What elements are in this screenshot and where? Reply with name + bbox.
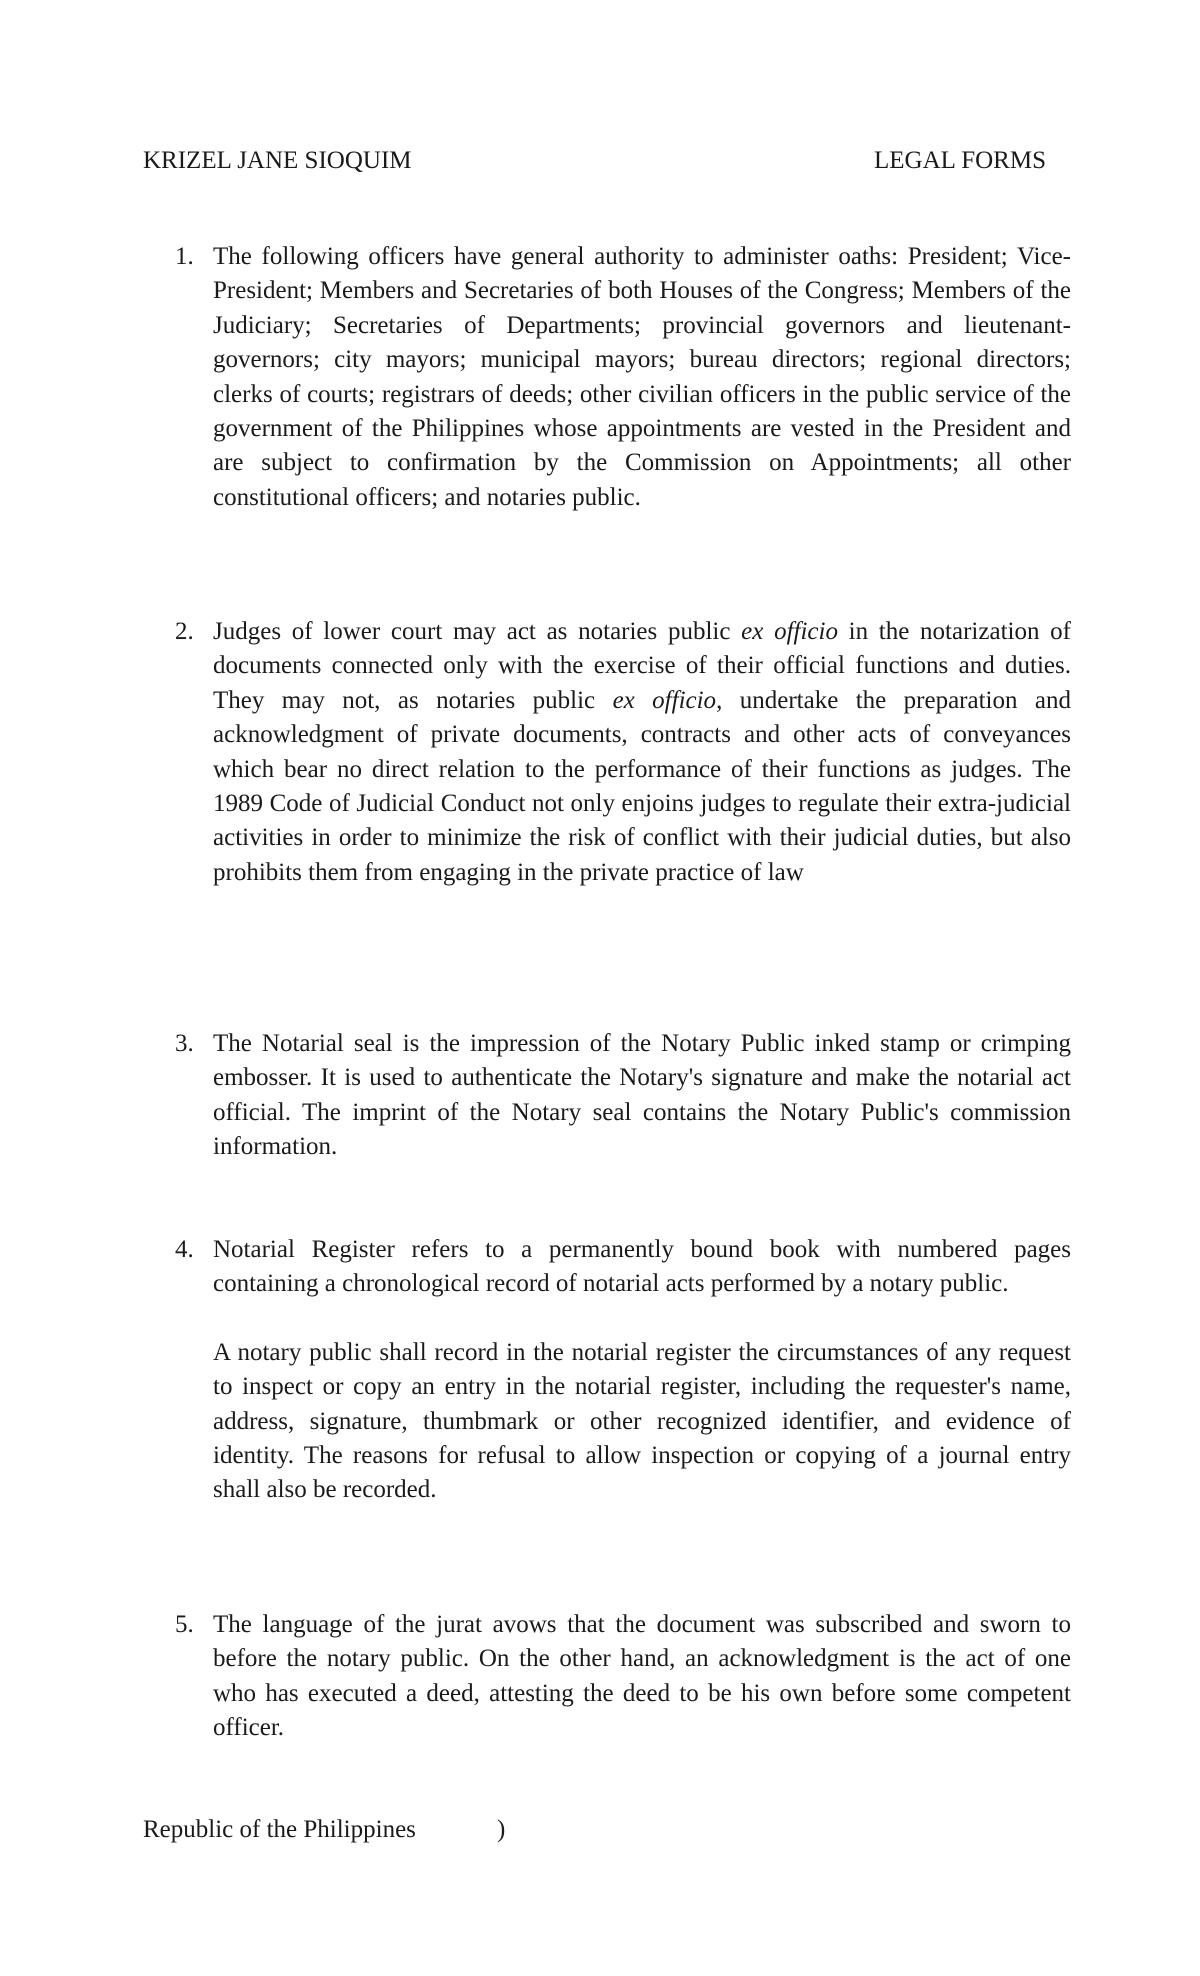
item-text: The Notarial seal is the impression of the Notary Public inked stamp or crimping embosser. It is used to authenticate the Notary's signature and make the notarial act official. The imprint of the Notary seal contains the Notary Public's commission information. <box>213 1030 1071 1161</box>
text-segment: Judges of lower court may act as notaries public <box>213 618 742 645</box>
author-name: KRIZEL JANE SIOQUIM <box>143 147 412 174</box>
item-text: The following officers have general authority to administer oaths: President; Vice-President; Members and Secretaries of both Houses of the Congress; Members of the Judiciary; Secretaries of Departments; provincial governors and lieutenant-governors; city mayors; municipal mayors; bureau directors; regional directors; clerks of courts; registrars of deeds; other civilian officers in the public service of the government of the Philippines whose appointments are vested in the President and are subject to confirmation by the Commission on Appointments; all other constitutional officers; and notaries public. <box>213 243 1071 511</box>
list-item <box>175 240 1071 515</box>
item-text-continued: A notary public shall record in the notarial register the circumstances of any request to inspect or copy an entry in the notarial register, including the requester's name, address, signature, thumbmark or other recognized identifier, and evidence of identity. The reasons for refusal to allow inspection or copying of a journal entry shall also be recorded. <box>213 1338 1071 1504</box>
item-text: Notarial Register refers to a permanently bound book with numbered pages containing a chronological record of notarial acts performed by a notary public. <box>213 1236 1071 1298</box>
italic-term: ex officio <box>612 686 717 714</box>
item-number: 3. <box>175 1030 194 1057</box>
venue-parenthesis: ) <box>497 1816 506 1843</box>
text-segment: in the notarization of documents connected only with the exercise of their official functions and duties. They may not, as notaries public <box>213 618 1071 714</box>
item-number: 5. <box>175 1611 194 1638</box>
page-header <box>143 146 1046 176</box>
italic-term: ex officio <box>741 618 838 645</box>
item-number: 1. <box>175 243 194 270</box>
item-text <box>213 615 1071 890</box>
venue-text: Republic of the Philippines <box>143 1816 416 1843</box>
item-text: The language of the jurat avows that the document was subscribed and sworn to before the notary public. On the other hand, an acknowledgment is the act of one who has executed a deed, attesting the deed to be his own before some competent officer. <box>213 1611 1071 1742</box>
list-item <box>175 1608 1071 1746</box>
list-item <box>175 615 1072 890</box>
venue-line <box>143 1815 506 1845</box>
item-number: 4. <box>175 1236 194 1263</box>
text-segment: , undertake the preparation and acknowledgment of private documents, contracts and other acts of conveyances which bear no direct relation to the performance of their functions as judges. The 1989 Code of Judicial Conduct not only enjoins judges to regulate their extra-judicial activities in order to minimize the risk of conflict with their judicial duties, but also prohibits them from engaging in the private practice of law <box>213 686 1072 886</box>
document-subject: LEGAL FORMS <box>873 147 1046 174</box>
list-item <box>175 1027 1071 1165</box>
list-item <box>175 1233 1071 1508</box>
item-number: 2. <box>175 618 194 645</box>
